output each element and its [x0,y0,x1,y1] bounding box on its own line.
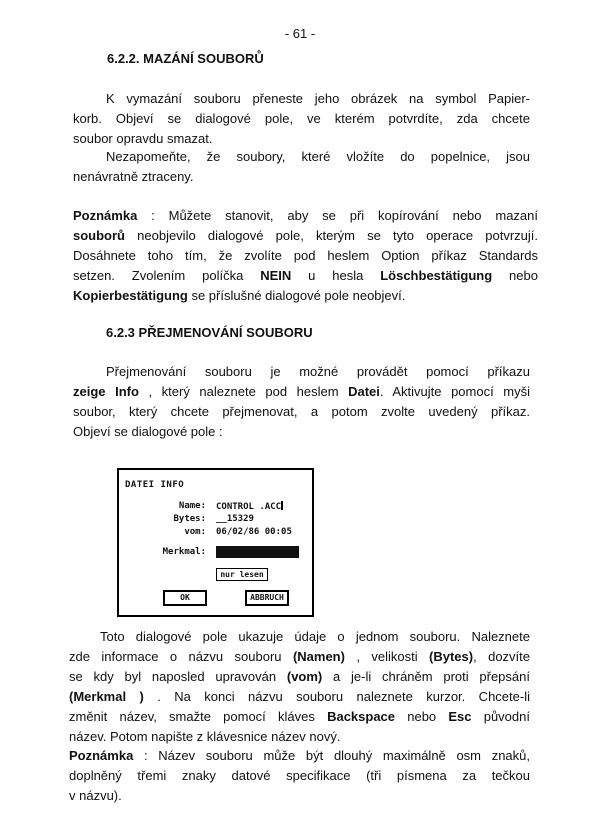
text-bold: NEIN [260,268,292,283]
paragraph-prejmenovani [73,362,530,442]
text-bold: Backspace [327,709,396,724]
note-label: Poznámka [69,748,134,763]
bytes-value: __15329 [216,514,254,524]
vom-value: 06/02/86 00:05 [216,527,292,537]
text-line: , dozvíte [473,649,531,664]
text-bold: Löschbestätigung [380,268,493,283]
text-line: se kdy byl naposled upravován [69,669,287,684]
text-line: se příslušné dialogové pole neobjeví. [187,288,406,303]
section-heading-mazani: 6.2.2. MAZÁNÍ SOUBORŮ [107,51,264,66]
text-line: Toto dialogové pole ukazuje údaje o jednom souboru. Naleznete [100,629,530,644]
page-number: - 61 - [284,26,316,41]
text-line: soubor, který chcete přejmenovat, a potom zvolte uvedený příkaz. [73,404,530,419]
file-info-dialog [117,468,314,617]
section-heading-prejmenovani: 6.2.3 PŘEJMENOVÁNÍ SOUBORU [106,325,313,340]
text-line: v názvu). [69,788,122,803]
text-line: K vymazání souboru přeneste jeho obrázek na symbol Papier- [106,91,530,106]
text-bold: (Bytes) [429,649,474,664]
ok-button[interactable]: OK [163,590,207,606]
text-line: nebo [492,268,538,283]
vom-label: vom: [184,527,206,537]
text-cursor [281,501,283,510]
merkmal-label: Merkmal: [162,547,206,557]
text-line: Dosáhnete toho tím, že zvolíte pod heslem Option příkaz Standards [73,248,538,263]
bytes-label: Bytes: [173,514,206,524]
dialog-title: DATEI INFO [125,480,185,490]
text-bold: (Namen) [292,649,345,664]
text-line: nebo [395,709,449,724]
note-filename-length [69,746,530,806]
text-line: Objeví se dialogové pole : [73,424,223,439]
text-bold: Esc [448,709,472,724]
text-line: změnit název, smažte pomocí kláves [69,709,328,724]
text-line: u hesla [291,268,381,283]
paragraph-mazani [73,89,530,149]
text-line: název. Potom napište z klávesnice název nový. [69,729,341,744]
name-label: Name: [178,501,206,511]
note-label: Poznámka [73,208,138,223]
text-line: zde informace o názvu souboru [69,649,293,664]
text-line: , velikosti [344,649,429,664]
text-line: . Na konci názvu souboru naleznete kurzor. Chcete-li [143,689,530,704]
text-line: : Název souboru může být dlouhý maximálně osm znaků, [133,748,530,763]
text-line: a je-li chráněm proti přepsání [322,669,530,684]
text-line: setzen. Zvolením políčka [73,268,261,283]
text-bold: (Merkmal ) [69,689,144,704]
text-line: nenávratně ztraceny. [73,169,194,184]
text-line: : Můžete stanovit, aby se při kopírování nebo mazaní [137,208,538,223]
text-line: Nezapomeňte, že soubory, které vložíte do popelnice, jsou [106,149,530,164]
cancel-button[interactable]: ABBRUCH [245,590,289,606]
text-line: . Aktivujte pomocí myši [379,384,530,399]
text-line: doplněný třemi znaky datové specifikace (tři písmena za tečkou [69,768,530,783]
text-line: , který naleznete pod heslem [138,384,349,399]
text-line: korb. Objeví se dialogové pole, ve kterém potvrdíte, zda chcete [73,111,530,126]
merkmal-field[interactable] [216,546,299,558]
note-copy-delete [73,206,538,306]
paragraph-dialog-description [69,627,530,747]
text-bold: zeige Info [73,384,139,399]
text-line: Přejmenování souboru je možné provádět pomocí příkazu [106,364,530,379]
text-bold: Kopierbestätigung [73,288,188,303]
name-value: CONTROL .ACC [216,502,282,512]
text-bold: Datei [348,384,380,399]
text-line: neobjevilo dialogové pole, kterým se tyto operace potvrzují. [125,228,538,243]
paragraph-nezapomente [73,147,530,187]
read-only-checkbox[interactable]: nur lesen [216,568,268,581]
text-line: soubor opravdu smazat. [73,131,213,146]
name-field[interactable] [216,501,283,512]
text-bold: souborů [73,228,125,243]
text-bold: (vom) [286,669,323,684]
bytes-number: 15329 [226,514,254,524]
text-line: původní [471,709,530,724]
